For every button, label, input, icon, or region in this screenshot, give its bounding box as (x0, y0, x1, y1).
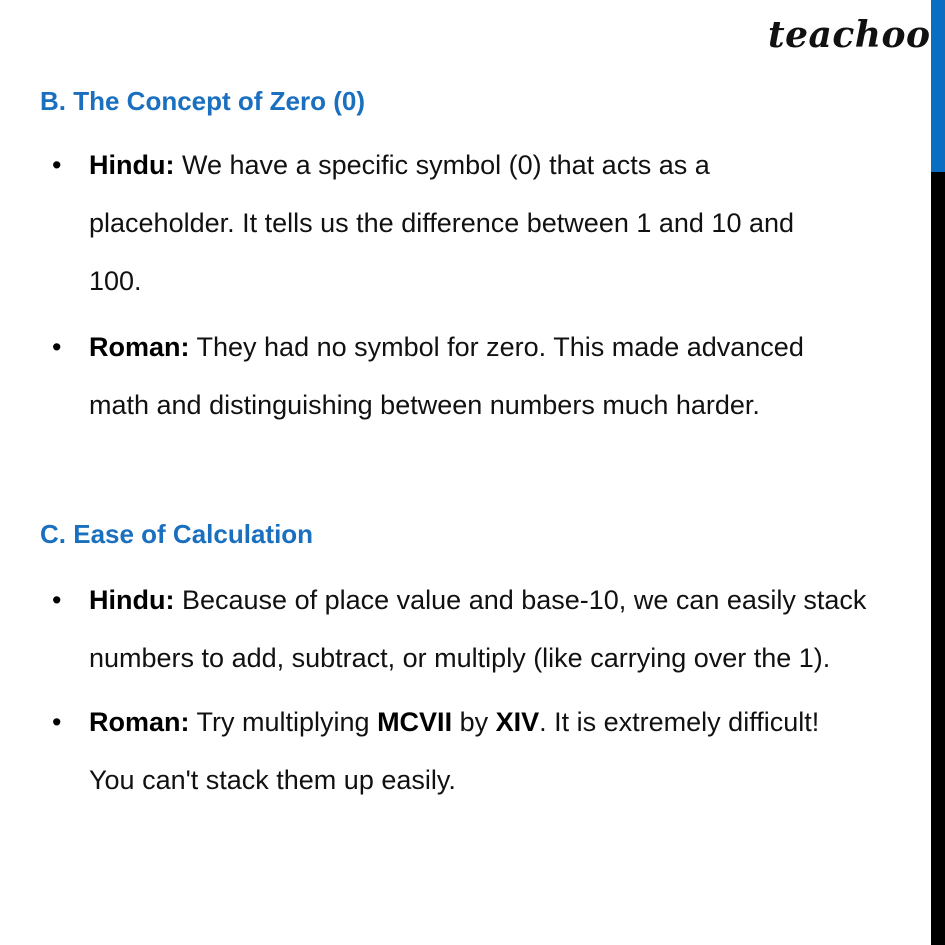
list-item-b-hindu: Hindu: We have a specific symbol (0) that acts as a (89, 150, 710, 180)
bullet-icon: • (52, 707, 62, 737)
list-item-line: placeholder. It tells us the difference between 1 and 10 and (89, 208, 795, 238)
list-item-c-hindu: Hindu: Because of place value and base-10, we can easily stack (89, 585, 867, 615)
list-item-line: math and distinguishing between numbers much harder. (89, 390, 760, 420)
item-label: Roman: (89, 332, 190, 362)
item-label: Hindu: (89, 585, 175, 615)
bullet-icon: • (52, 150, 62, 180)
list-item-b-roman: Roman: They had no symbol for zero. This made advanced (89, 332, 804, 362)
roman-numeral: MCVII (377, 707, 453, 737)
list-item-c-roman: Roman: Try multiplying MCVII by XIV. It is extremely difficult! (89, 707, 820, 737)
section-heading-c: C. Ease of Calculation (40, 519, 314, 549)
bullet-icon: • (52, 332, 62, 362)
side-accent-bar (931, 0, 945, 172)
section-heading-b: B. The Concept of Zero (0) (40, 86, 365, 116)
list-item-line: You can't stack them up easily. (89, 765, 456, 795)
item-label: Roman: (89, 707, 190, 737)
list-item-line: 100. (89, 266, 142, 296)
list-item-line: numbers to add, subtract, or multiply (like carrying over the 1). (89, 643, 831, 673)
bullet-icon: • (52, 585, 62, 615)
roman-numeral: XIV (495, 707, 540, 737)
item-label: Hindu: (89, 150, 175, 180)
teachoo-logo: teachoo (768, 14, 931, 56)
side-dark-bar (931, 172, 945, 945)
